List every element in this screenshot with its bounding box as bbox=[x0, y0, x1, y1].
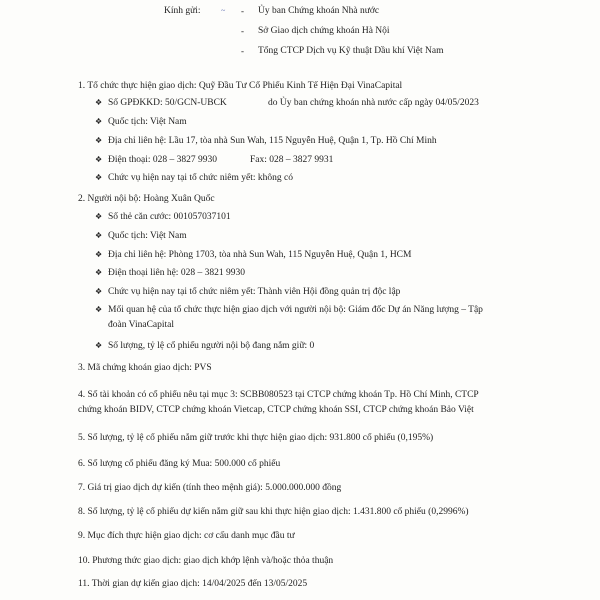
org-phone: Điện thoại: 028 – 3827 9930 bbox=[108, 155, 217, 165]
org-address: Địa chỉ liên hệ: Lầu 17, tòa nhà Sun Wah, 115 Nguyễn Huệ, Quận 1, Tp. Hồ Chí Minh bbox=[108, 136, 437, 146]
item-5-holding-before: 5. Số lượng, tỷ lệ cổ phiếu nắm giữ trước khi thực hiện giao dịch: 931.800 cổ phiếu (0,195%) bbox=[78, 433, 434, 443]
license-number: Số GPĐKKD: 50/GCN-UBCK bbox=[108, 98, 227, 108]
insider-address: Địa chỉ liên hệ: Phòng 1703, tòa nhà Sun Wah, 115 Nguyễn Huệ, Quận 1, HCM bbox=[108, 250, 412, 260]
bullet-icon: ❖ bbox=[95, 287, 103, 296]
org-position: Chức vụ hiện nay tại tổ chức niêm yết: không có bbox=[108, 173, 293, 183]
recipient-dash: - bbox=[241, 6, 244, 16]
insider-nationality: Quốc tịch: Việt Nam bbox=[108, 231, 187, 241]
bullet-icon: ❖ bbox=[95, 268, 103, 277]
insider-holding: Số lượng, tỷ lệ cổ phiếu người nội bộ đang nắm giữ: 0 bbox=[108, 341, 315, 351]
insider-id-card: Số thẻ căn cước: 001057037101 bbox=[108, 212, 231, 222]
bullet-icon: ❖ bbox=[95, 117, 103, 126]
item-9-purpose: 9. Mục đích thực hiện giao dịch: cơ cấu danh mục đầu tư bbox=[78, 531, 295, 541]
bullet-icon: ❖ bbox=[95, 212, 103, 221]
bullet-icon: ❖ bbox=[95, 341, 103, 350]
insider-phone: Điện thoại liên hệ: 028 – 3821 9930 bbox=[108, 268, 245, 278]
bullet-icon: ❖ bbox=[95, 173, 103, 182]
item-4-accounts-cont: chứng khoán BIDV, CTCP chứng khoán Vietcap, CTCP chứng khoán SSI, CTCP chứng khoán Bảo Việt bbox=[78, 405, 474, 415]
bullet-icon: ❖ bbox=[95, 305, 103, 314]
recipient-dash: - bbox=[241, 26, 244, 36]
bullet-icon: ❖ bbox=[95, 250, 103, 259]
insider-relation: Mối quan hệ của tổ chức thực hiện giao dịch với người nội bộ: Giám đốc Dự án Năng lượng – Tập bbox=[108, 305, 483, 315]
section-1-heading: 1. Tổ chức thực hiện giao dịch: Quỹ Đầu Tư Cổ Phiếu Kinh Tế Hiện Đại VinaCapital bbox=[78, 81, 403, 91]
item-10-method: 10. Phương thức giao dịch: giao dịch khớp lệnh và/hoặc thỏa thuận bbox=[78, 556, 334, 566]
license-issuer: do Ủy ban chứng khoán nhà nước cấp ngày 04/05/2023 bbox=[268, 98, 479, 108]
recipient-pvs: Tổng CTCP Dịch vụ Kỹ thuật Dầu khí Việt Nam bbox=[258, 46, 444, 56]
recipient-hnx: Sở Giao dịch chứng khoán Hà Nội bbox=[258, 26, 390, 36]
bullet-icon: ❖ bbox=[95, 136, 103, 145]
section-2-heading: 2. Người nội bộ: Hoàng Xuân Quốc bbox=[78, 194, 215, 204]
insider-position: Chức vụ hiện nay tại tổ chức niêm yết: Thành viên Hội đồng quản trị độc lập bbox=[108, 287, 401, 297]
item-4-accounts: 4. Số tài khoản có cổ phiếu nêu tại mục 3: SCBB080523 tại CTCP chứng khoán Tp. Hồ Chí Minh, CTCP bbox=[78, 390, 479, 400]
item-6-buy-volume: 6. Số lượng cổ phiếu đăng ký Mua: 500.000 cổ phiếu bbox=[78, 459, 281, 469]
recipient-ssc: Ủy ban Chứng khoán Nhà nước bbox=[258, 6, 380, 16]
greeting: Kính gửi: bbox=[164, 6, 201, 16]
recipient-dash: - bbox=[241, 46, 244, 56]
org-nationality: Quốc tịch: Việt Nam bbox=[108, 117, 187, 127]
item-11-period: 11. Thời gian dự kiến giao dịch: 14/04/2025 đến 13/05/2025 bbox=[78, 579, 308, 589]
item-3-ticker: 3. Mã chứng khoán giao dịch: PVS bbox=[78, 363, 212, 373]
bullet-icon: ❖ bbox=[95, 155, 103, 164]
handwritten-mark: ~ bbox=[221, 6, 226, 15]
item-7-value: 7. Giá trị giao dịch dự kiến (tính theo mệnh giá): 5.000.000.000 đồng bbox=[78, 483, 342, 493]
item-8-holding-after: 8. Số lượng, tỷ lệ cổ phiếu dự kiến nắm giữ sau khi thực hiện giao dịch: 1.431.800 cổ phiếu (0,2996%) bbox=[78, 507, 469, 517]
bullet-icon: ❖ bbox=[95, 98, 103, 107]
insider-relation-cont: đoàn VinaCapital bbox=[108, 320, 175, 330]
org-fax: Fax: 028 – 3827 9931 bbox=[250, 155, 334, 165]
bullet-icon: ❖ bbox=[95, 231, 103, 240]
